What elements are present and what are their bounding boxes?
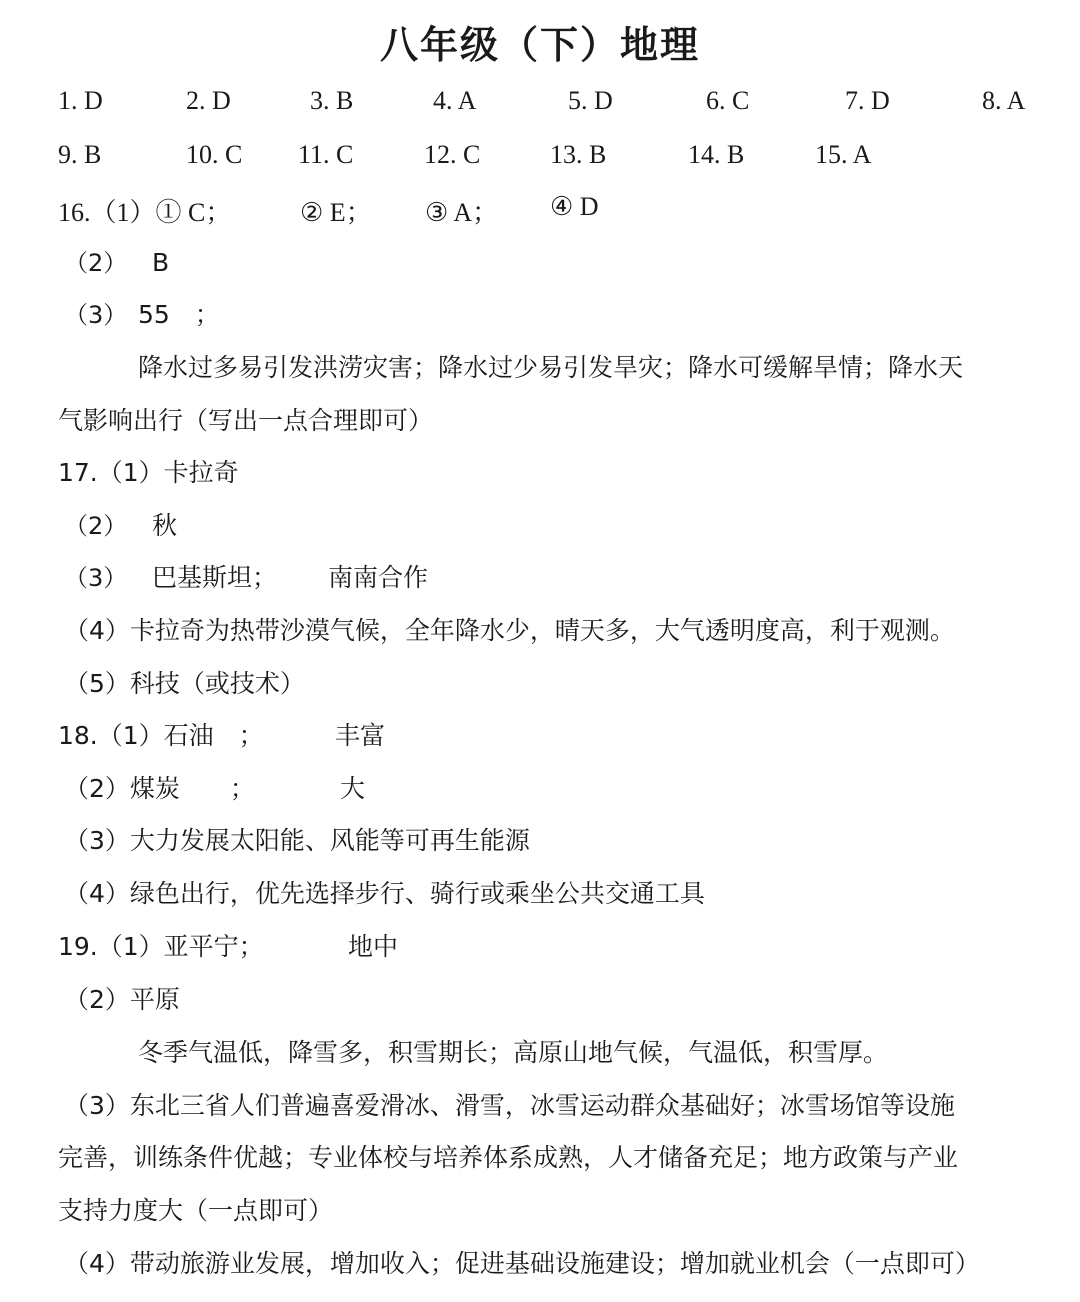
answer-item: ② E；: [300, 198, 372, 227]
answer-value: 南南合作: [328, 563, 429, 592]
answer-text: 气影响出行（写出一点合理即可）: [58, 406, 434, 435]
answer-item: 1. D: [58, 86, 103, 115]
answer-text: 冬季气温低，降雪多，积雪期长；高原山地气候，气温低，积雪厚。: [138, 1038, 889, 1067]
q17-part2: [0, 508, 1080, 544]
q19-part3-line3: 支持力度大（一点即可）: [58, 1196, 334, 1225]
answer-item: 8. A: [982, 86, 1026, 115]
part-label: 19.（1）亚平宁；: [58, 932, 264, 961]
part-label: （3）: [64, 564, 128, 592]
answer-row-1: [0, 86, 1080, 122]
q16-part3: [0, 297, 1080, 333]
part-label: （2）煤炭 ；: [64, 774, 255, 803]
answer-item: ③ A；: [425, 198, 499, 227]
answer-item: 9. B: [58, 140, 102, 169]
answer-item: 16.（1）① C；: [58, 198, 232, 227]
answer-item: 11. C: [298, 140, 354, 169]
part-label: （2）: [64, 249, 128, 277]
q18-part2: [0, 771, 1080, 807]
q19-part4: （4）带动旅游业发展，增加收入；促进基础设施建设；增加就业机会（一点即可）: [64, 1249, 980, 1278]
q18-part1: [0, 718, 1080, 754]
q19-part3-line2: 完善，训练条件优越；专业体校与培养体系成熟，人才储备充足；地方政策与产业: [58, 1143, 959, 1172]
answer-value: 秋: [152, 511, 178, 540]
q17-part4: （4）卡拉奇为热带沙漠气候，全年降水少，晴天多，大气透明度高，利于观测。: [64, 616, 955, 645]
answer-value: 地中: [348, 932, 399, 961]
answer-value: B: [152, 248, 170, 277]
answer-item: 5. D: [568, 86, 613, 115]
part-label: （2）: [64, 512, 128, 540]
part-label: （3）: [64, 301, 128, 329]
q16-part1: [0, 192, 1080, 228]
q17-part1: 17.（1）卡拉奇: [58, 458, 239, 487]
answer-item: 4. A: [433, 86, 477, 115]
q17-part3: [0, 560, 1080, 596]
answer-value: 巴基斯坦；: [152, 563, 278, 592]
answer-text: 降水过多易引发洪涝灾害；降水过少易引发旱灾；降水可缓解旱情；降水天: [138, 353, 964, 382]
answer-item: 15. A: [815, 140, 872, 169]
answer-item: 3. B: [310, 86, 354, 115]
q16-part2: [0, 245, 1080, 281]
answer-item: 12. C: [424, 140, 481, 169]
q18-part3: （3）大力发展太阳能、风能等可再生能源: [64, 826, 530, 855]
part-label: 18.（1）石油 ；: [58, 721, 264, 750]
q19-part3-line1: （3）东北三省人们普遍喜爱滑冰、滑雪，冰雪运动群众基础好；冰雪场馆等设施: [64, 1091, 955, 1120]
answer-item: 2. D: [186, 86, 231, 115]
answer-item: 14. B: [688, 140, 745, 169]
answer-item: 6. C: [706, 86, 750, 115]
q18-part4: （4）绿色出行，优先选择步行、骑行或乘坐公共交通工具: [64, 879, 705, 908]
q17-part5: （5）科技（或技术）: [64, 669, 305, 698]
answer-value: 55 ；: [138, 300, 220, 329]
answer-row-2: [0, 140, 1080, 176]
answer-item: 10. C: [186, 140, 243, 169]
q19-part1: [0, 929, 1080, 965]
page-title: 八年级（下）地理: [379, 22, 700, 67]
answer-item: 13. B: [550, 140, 607, 169]
q19-part2: （2）平原: [64, 985, 180, 1014]
answer-item: ④ D: [550, 192, 599, 221]
answer-item: 7. D: [845, 86, 890, 115]
answer-value: 丰富: [335, 721, 386, 750]
answer-value: 大: [340, 774, 366, 803]
